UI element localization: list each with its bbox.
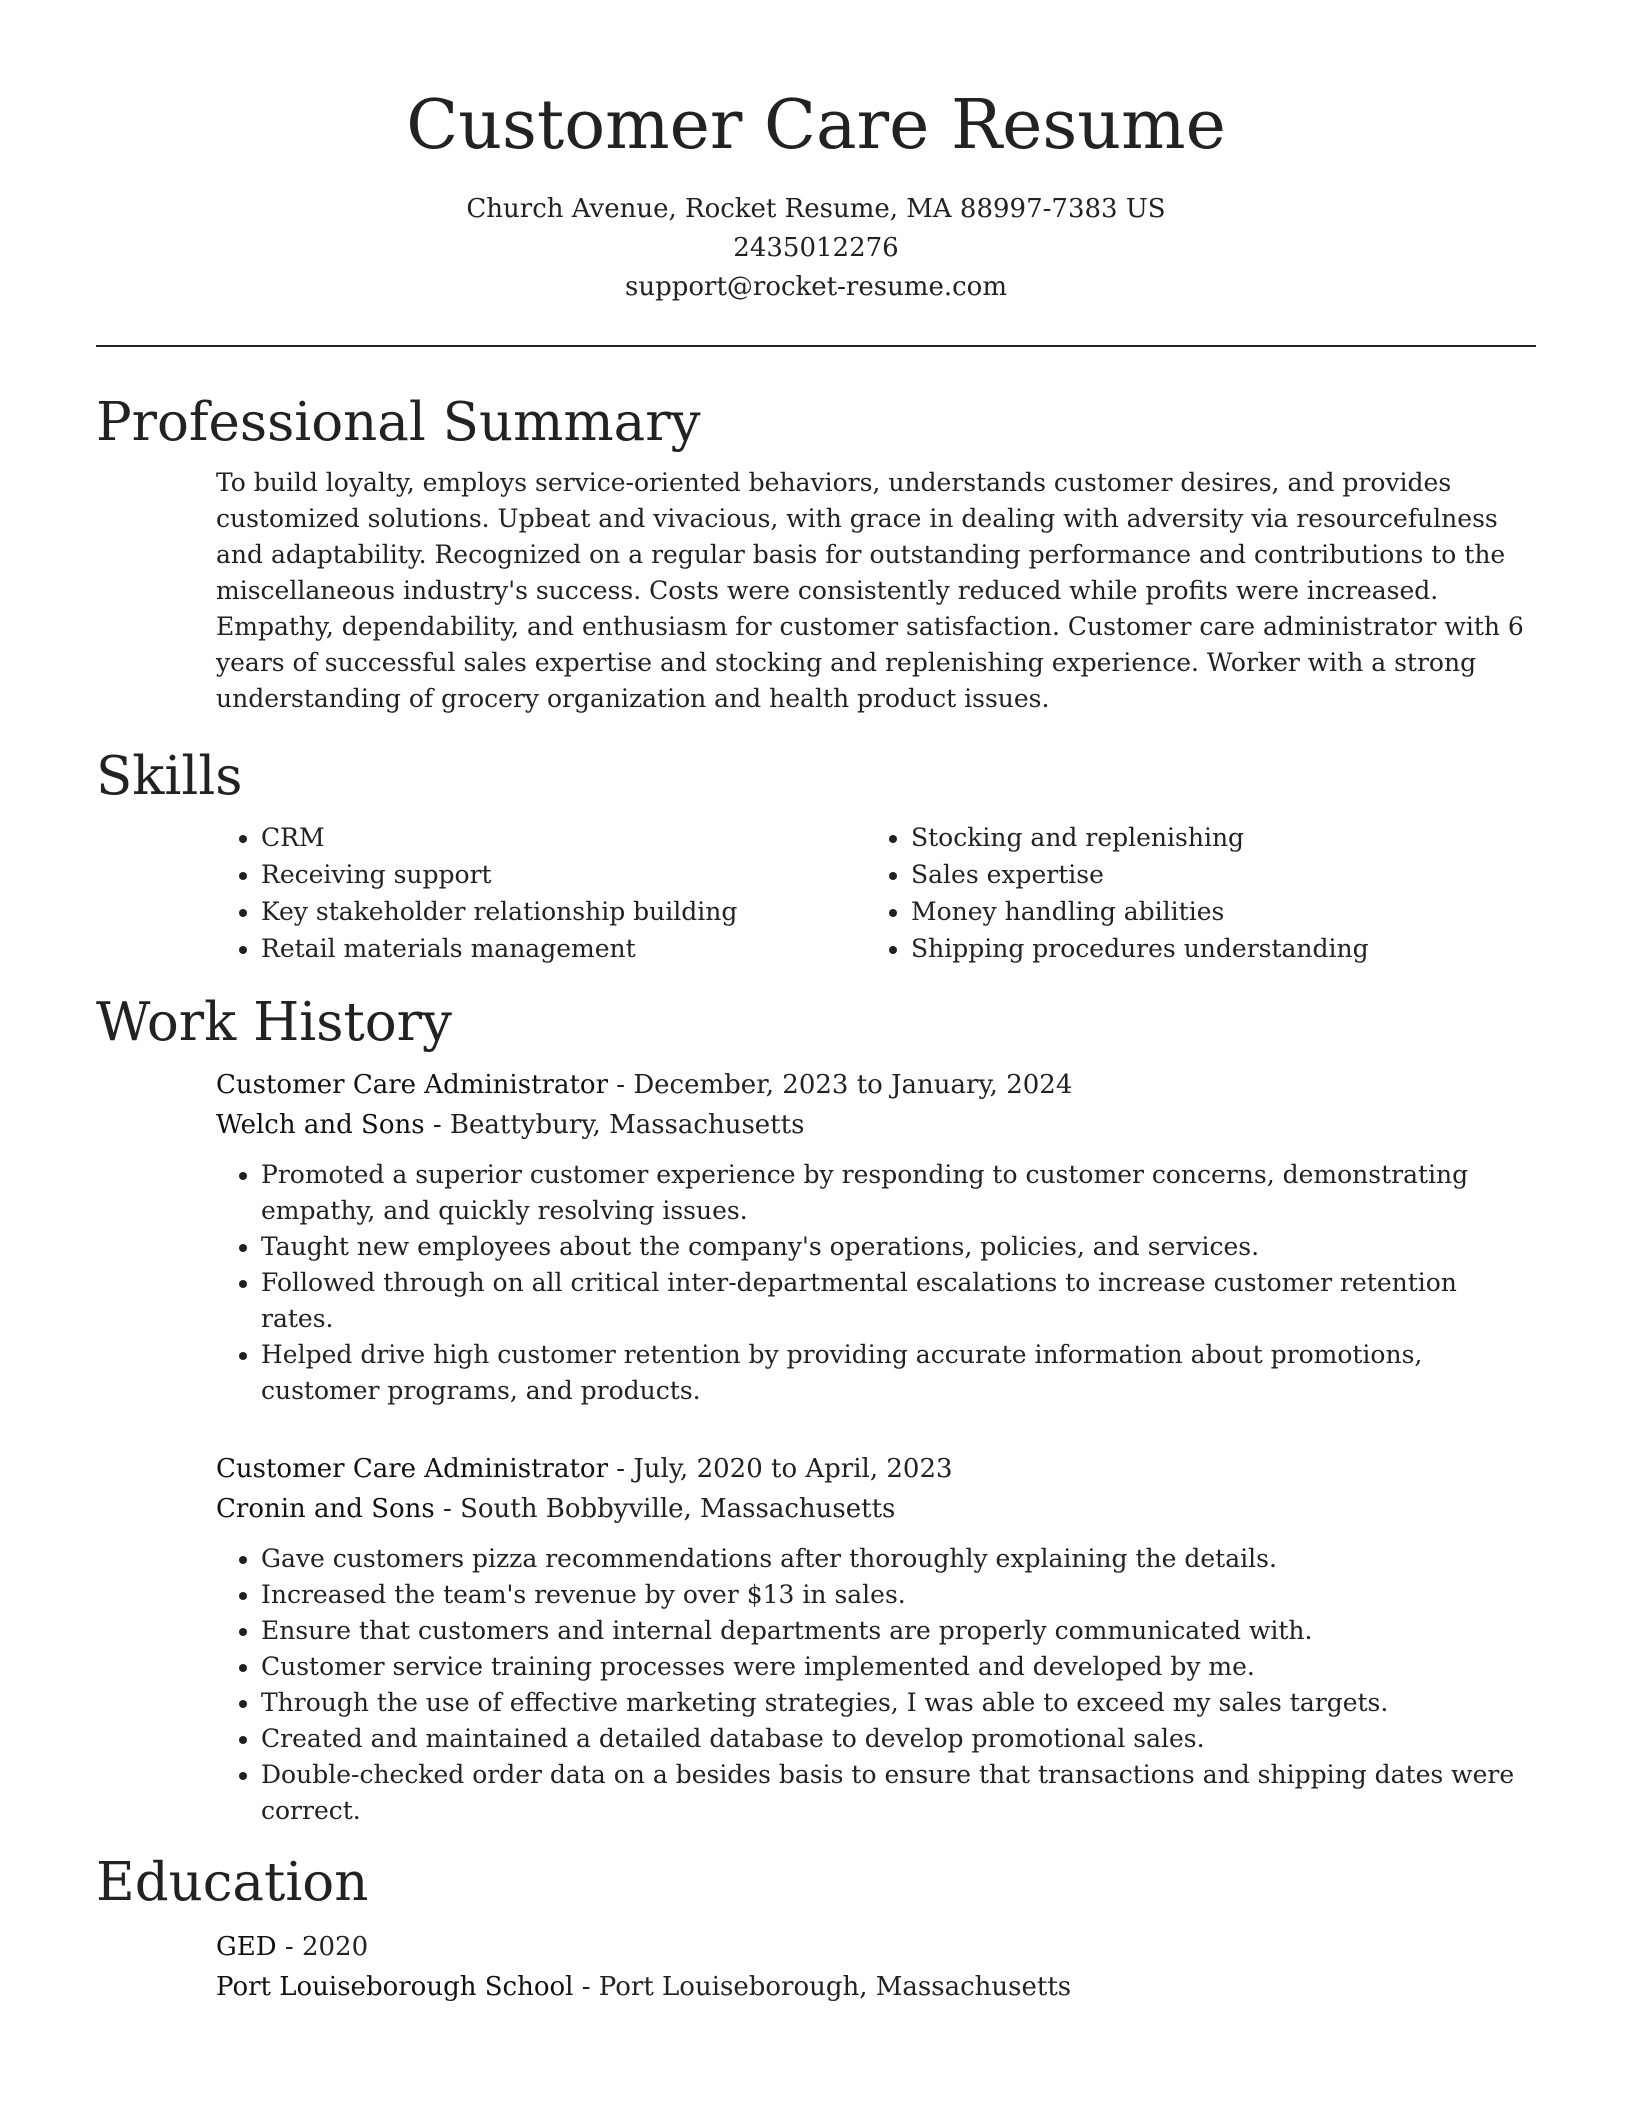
job-bullet: • Taught new employees about the company's operations, policies, and services. [261,1229,1536,1265]
skill-item: • Sales expertise [911,856,1516,893]
skill-item: • CRM [261,819,866,856]
job-company-line [216,1489,1536,1529]
skill-item: • Shipping procedures understanding [911,930,1516,967]
job-bullet: • Created and maintained a detailed database to develop promotional sales. [261,1721,1536,1757]
section-title-summary: Professional Summary [96,392,701,453]
school-location: Port Louiseborough, Massachusetts [598,1972,1072,2002]
school-line [216,1967,1536,2007]
skill-item: • Stocking and replenishing [911,819,1516,856]
job-position: Customer Care Administrator [216,1454,608,1484]
resume-title: Customer Care Resume [406,86,1226,165]
education-section [96,1927,1536,2007]
separator: - [573,1972,599,2002]
skills-list-right [866,819,1516,967]
job-bullet: • Customer service training processes were implemented and developed by me. [261,1649,1536,1685]
separator: - [434,1494,461,1524]
school-name: Port Louiseborough School [216,1972,574,2002]
job-title-line [216,1065,1536,1105]
job-bullets [216,1157,1536,1409]
job-dates: December, 2023 to January, 2024 [633,1070,1073,1100]
resume-header [96,0,1536,307]
skill-item: • Money handling abilities [911,893,1516,930]
phone: 2435012276 [733,233,899,263]
section-title-education: Education [96,1852,369,1913]
section-title-work-history: Work History [96,992,452,1053]
skills-list-left [216,819,866,967]
skills-section [96,819,1536,967]
job-title-line [216,1449,1536,1489]
job-bullet: • Promoted a superior customer experience by responding to customer concerns, demonstrating empathy, and quickly resolving issues. [261,1157,1536,1229]
skills-grid [216,819,1536,967]
address: Church Avenue, Rocket Resume, MA 88997-7383 US [466,194,1166,224]
job-entry [216,1449,1536,1829]
job-bullet: • Helped drive high customer retention by providing accurate information about promotions, customer programs, and products. [261,1337,1536,1409]
job-bullet: • Through the use of effective marketing strategies, I was able to exceed my sales targets. [261,1685,1536,1721]
job-bullet: • Gave customers pizza recommendations after thoroughly explaining the details. [261,1541,1536,1577]
job-bullets [216,1541,1536,1829]
degree-year: 2020 [301,1932,369,1962]
work-history-section [96,1065,1536,1829]
separator: - [276,1932,302,1962]
summary-section [96,465,1536,717]
email: support@rocket-resume.com [624,272,1007,302]
job-entry [216,1065,1536,1409]
job-position: Customer Care Administrator [216,1070,608,1100]
skill-item: • Receiving support [261,856,866,893]
job-company: Cronin and Sons [216,1494,435,1524]
job-bullet: • Double-checked order data on a besides basis to ensure that transactions and shipping dates were correct. [261,1757,1536,1829]
job-bullet: • Ensure that customers and internal departments are properly communicated with. [261,1613,1536,1649]
summary-text: To build loyalty, employs service-oriented behaviors, understands customer desires, and provides customized solutions. Upbeat and vivacious, with grace in dealing with adversity via resourcefulness and adaptability. Recognized on a regular basis for outstanding performance and contributions to the miscellaneous industry's success. Costs were consistently reduced while profits were increased. Empathy, dependability, and enthusiasm for customer satisfaction. Customer care administrator with 6 years of successful sales expertise and stocking and replenishing experience. Worker with a strong understanding of grocery organization and health product issues. [216,468,1524,713]
separator: - [608,1070,634,1100]
separator: - [608,1454,634,1484]
job-bullet: • Followed through on all critical inter-departmental escalations to increase customer retention rates. [261,1265,1536,1337]
separator: - [424,1110,450,1140]
contact-info [96,190,1536,307]
job-location: Beattybury, Massachusetts [449,1110,805,1140]
section-title-skills: Skills [96,746,243,807]
job-company-line [216,1105,1536,1145]
job-bullet: • Increased the team's revenue by over $13 in sales. [261,1577,1536,1613]
degree: GED [216,1932,277,1962]
job-location: South Bobbyville, Massachusetts [460,1494,896,1524]
header-divider [96,345,1536,347]
degree-line [216,1927,1536,1967]
skill-item: • Retail materials management [261,930,866,967]
job-company: Welch and Sons [216,1110,425,1140]
skill-item: • Key stakeholder relationship building [261,893,866,930]
job-dates: July, 2020 to April, 2023 [633,1454,953,1484]
